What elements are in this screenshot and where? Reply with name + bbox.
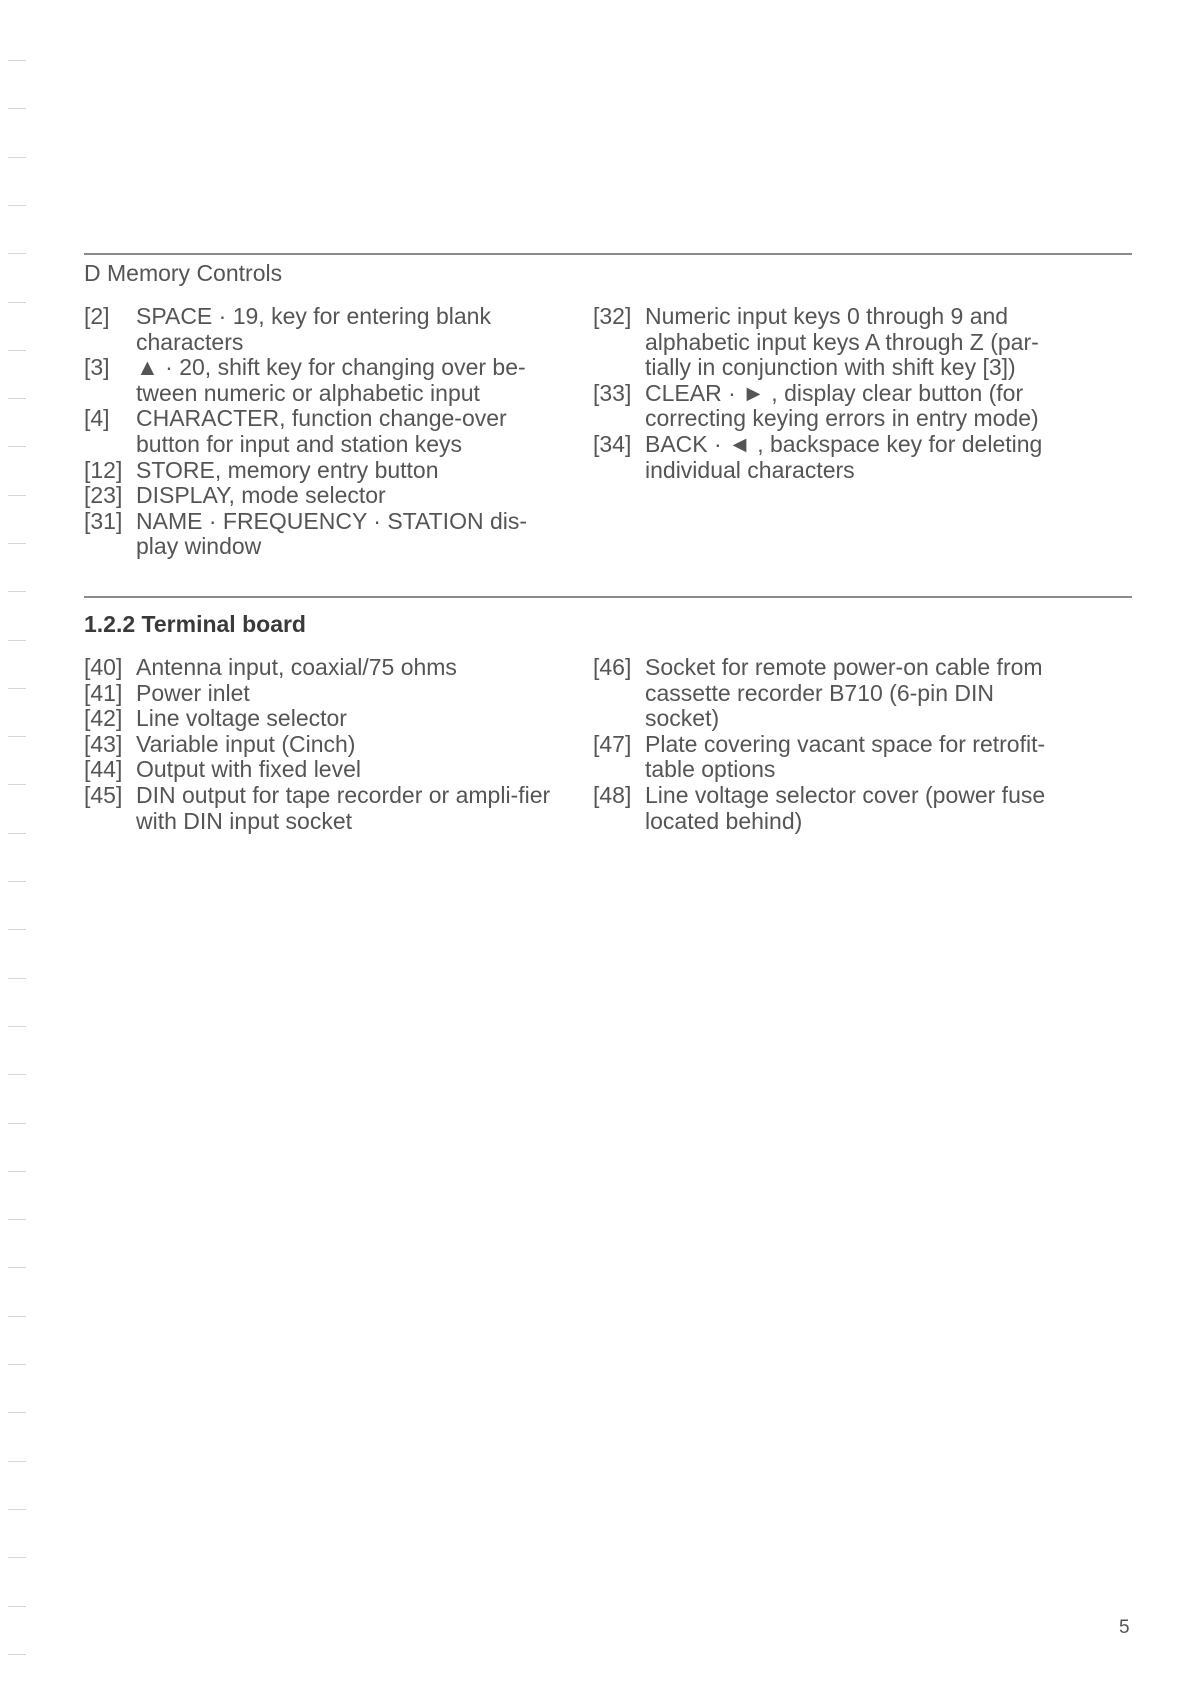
- margin-tick: [8, 1074, 26, 1075]
- margin-tick: [8, 640, 26, 641]
- margin-tick: [8, 350, 26, 351]
- list-item: [84, 483, 554, 509]
- section-divider: [84, 253, 1132, 255]
- margin-tick: [8, 881, 26, 882]
- item-text: DIN output for tape recorder or ampli-fier with DIN input socket: [136, 781, 551, 834]
- item-text: CLEAR · ► , display clear button (for correcting keying errors in entry mode): [645, 379, 1039, 432]
- item-text: Plate covering vacant space for retrofit-table options: [645, 730, 1046, 783]
- list-item: [593, 381, 1063, 432]
- margin-tick: [8, 253, 26, 254]
- item-text: ▲ · 20, shift key for changing over be-tween numeric or alphabetic input: [136, 354, 526, 406]
- margin-tick: [8, 1412, 26, 1413]
- item-number: [43]: [84, 730, 123, 757]
- margin-tick: [8, 1509, 26, 1510]
- list-item: [593, 783, 1063, 834]
- list-item: [84, 757, 554, 783]
- margin-tick: [8, 1219, 26, 1220]
- margin-tick: [8, 1557, 26, 1558]
- margin-tick: [8, 60, 26, 61]
- list-item: [84, 458, 554, 484]
- list-item: [84, 406, 554, 457]
- item-text: Power inlet: [136, 679, 250, 706]
- list-item: [593, 432, 1063, 483]
- margin-tick: [8, 929, 26, 930]
- item-number: [2]: [84, 303, 110, 329]
- list-item: [84, 783, 554, 834]
- item-text: Variable input (Cinch): [136, 730, 356, 757]
- section-heading-terminal-board: 1.2.2 Terminal board: [84, 611, 306, 637]
- margin-tick: [8, 1654, 26, 1655]
- terminal-board-left-column: [84, 655, 554, 834]
- list-item: [84, 509, 554, 560]
- margin-tick: [8, 1606, 26, 1607]
- margin-tick: [8, 157, 26, 158]
- item-number: [40]: [84, 654, 123, 680]
- item-text: Socket for remote power-on cable from cassette recorder B710 (6-pin DIN socket): [645, 654, 1043, 732]
- list-item: [84, 732, 554, 758]
- item-number: [44]: [84, 756, 123, 783]
- item-number: [45]: [84, 781, 123, 808]
- margin-tick: [8, 978, 26, 979]
- item-number: [12]: [84, 456, 123, 483]
- item-text: STORE, memory entry button: [136, 456, 439, 483]
- item-text: CHARACTER, function change-over button for input and station keys: [136, 405, 507, 457]
- item-text: SPACE · 19, key for entering blank characters: [136, 303, 491, 355]
- margin-tick: [8, 591, 26, 592]
- section-heading-memory-controls: D Memory Controls: [84, 260, 283, 286]
- margin-tick: [8, 1171, 26, 1172]
- item-number: [3]: [84, 354, 110, 381]
- item-number: [41]: [84, 679, 123, 706]
- item-number: [4]: [84, 405, 110, 432]
- item-number: [34]: [593, 430, 632, 457]
- item-text: DISPLAY, mode selector: [136, 482, 386, 509]
- item-number: [33]: [593, 379, 632, 406]
- margin-tick: [8, 302, 26, 303]
- item-text: Line voltage selector cover (power fuse located behind): [645, 781, 1046, 834]
- margin-tick: [8, 446, 26, 447]
- item-text: Numeric input keys 0 through 9 and alphabetic input keys A through Z (par-tially in conjunction with shift key [3]): [645, 303, 1039, 381]
- list-item: [84, 706, 554, 732]
- item-text: BACK · ◄ , backspace key for deleting individual characters: [645, 430, 1043, 483]
- margin-tick: [8, 833, 26, 834]
- margin-tick: [8, 205, 26, 206]
- list-item: [593, 655, 1063, 732]
- memory-controls-right-column: [593, 304, 1063, 483]
- item-text: Line voltage selector: [136, 705, 347, 732]
- item-number: [32]: [593, 303, 632, 329]
- section-divider: [84, 596, 1132, 598]
- item-number: [46]: [593, 654, 632, 680]
- margin-tick: [8, 1364, 26, 1365]
- margin-tick: [8, 688, 26, 689]
- list-item: [84, 304, 554, 355]
- margin-tick: [8, 1123, 26, 1124]
- item-number: [48]: [593, 781, 632, 808]
- item-number: [42]: [84, 705, 123, 732]
- margin-tick-marks: [8, 0, 28, 1683]
- terminal-board-right-column: [593, 655, 1063, 834]
- margin-tick: [8, 784, 26, 785]
- margin-tick: [8, 543, 26, 544]
- item-number: [23]: [84, 482, 123, 509]
- margin-tick: [8, 1026, 26, 1027]
- margin-tick: [8, 1461, 26, 1462]
- item-number: [31]: [84, 507, 123, 534]
- memory-controls-left-column: [84, 304, 554, 560]
- page-number: 5: [1119, 1617, 1130, 1638]
- margin-tick: [8, 108, 26, 109]
- item-text: Output with fixed level: [136, 756, 362, 783]
- item-number: [47]: [593, 730, 632, 757]
- list-item: [84, 355, 554, 406]
- margin-tick: [8, 736, 26, 737]
- list-item: [593, 304, 1063, 381]
- item-text: NAME · FREQUENCY · STATION dis-play window: [136, 507, 528, 560]
- list-item: [84, 655, 554, 681]
- margin-tick: [8, 398, 26, 399]
- margin-tick: [8, 1316, 26, 1317]
- list-item: [84, 681, 554, 707]
- margin-tick: [8, 495, 26, 496]
- list-item: [593, 732, 1063, 783]
- margin-tick: [8, 1267, 26, 1268]
- item-text: Antenna input, coaxial/75 ohms: [136, 654, 457, 680]
